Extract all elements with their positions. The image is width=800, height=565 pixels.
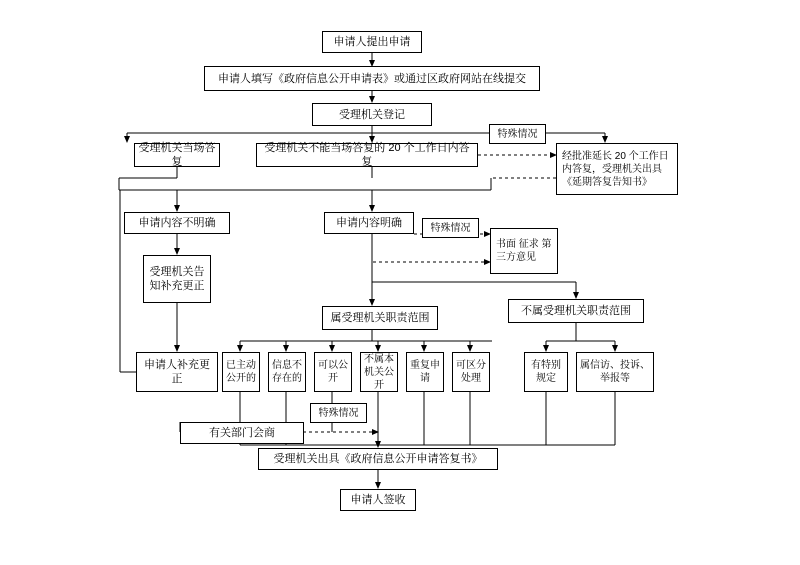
node-label: 属信访、投诉、举报等 xyxy=(580,360,650,384)
node-third-party-opinion xyxy=(490,228,558,274)
node-label: 可区分处理 xyxy=(456,360,486,384)
node-label: 申请内容不明确 xyxy=(138,217,216,229)
node-special-provision xyxy=(524,352,568,392)
node-label: 可以公开 xyxy=(318,360,348,384)
node-label: 有特别规定 xyxy=(531,360,561,384)
node-label: 申请人补充更正 xyxy=(144,359,210,385)
node-content-clear xyxy=(324,212,414,234)
node-label: 有关部门会商 xyxy=(209,427,275,439)
node-label: 经批准延长 20 个工作日内答复，受理机关出具《延期答复告知书》 xyxy=(562,150,669,188)
node-label: 特殊情况 xyxy=(318,407,359,419)
node-onsite-reply xyxy=(134,143,220,167)
node-registration xyxy=(312,103,432,126)
node-label: 特殊情况 xyxy=(497,128,538,140)
node-label: 已主动公开的 xyxy=(226,360,256,384)
node-content-unclear xyxy=(124,212,230,234)
node-label: 不属受理机关职责范围 xyxy=(521,305,631,317)
node-label: 申请内容明确 xyxy=(336,217,402,229)
node-special-case-1 xyxy=(489,124,546,144)
node-label: 受理机关出具《政府信息公开申请答复书》 xyxy=(273,453,483,465)
node-interagency-consultation xyxy=(180,422,304,444)
node-can-disclose xyxy=(314,352,352,392)
node-label: 申请人签收 xyxy=(350,494,406,506)
node-extension-notice xyxy=(556,143,678,195)
node-already-public xyxy=(222,352,260,392)
node-issue-reply xyxy=(258,448,498,470)
node-repeat-application xyxy=(406,352,444,392)
node-label: 特殊情况 xyxy=(430,222,471,234)
node-label: 受理机关告知补充更正 xyxy=(149,266,205,292)
node-label: 申请人提出申请 xyxy=(333,36,411,48)
node-special-case-3 xyxy=(310,403,367,423)
node-applicant-receipt xyxy=(340,489,416,511)
node-applicant-submit xyxy=(322,31,422,53)
node-label: 属受理机关职责范围 xyxy=(330,312,430,324)
node-label: 受理机关不能当场答复的 20 个工作日内答复 xyxy=(264,142,470,168)
node-notify-supplement xyxy=(143,255,211,303)
node-separable-handling xyxy=(452,352,490,392)
node-20day-reply xyxy=(256,143,478,167)
node-not-this-agency xyxy=(360,352,398,392)
node-label: 信息不存在的 xyxy=(272,360,302,384)
node-petition-complaint xyxy=(576,352,654,392)
node-special-case-2 xyxy=(422,218,479,238)
node-label: 重复申请 xyxy=(410,360,440,384)
node-label: 受理机关登记 xyxy=(339,108,405,121)
node-label: 受理机关当场答复 xyxy=(138,142,216,168)
node-within-scope xyxy=(322,306,438,330)
node-not-exist xyxy=(268,352,306,392)
node-fill-form xyxy=(204,66,540,91)
node-applicant-supplement xyxy=(136,352,218,392)
node-label: 不属本机关公开 xyxy=(364,353,394,391)
node-outside-scope xyxy=(508,299,644,323)
node-label: 书面 征求 第三方意见 xyxy=(496,239,552,263)
node-label: 申请人填写《政府信息公开申请表》或通过区政府网站在线提交 xyxy=(218,72,526,85)
